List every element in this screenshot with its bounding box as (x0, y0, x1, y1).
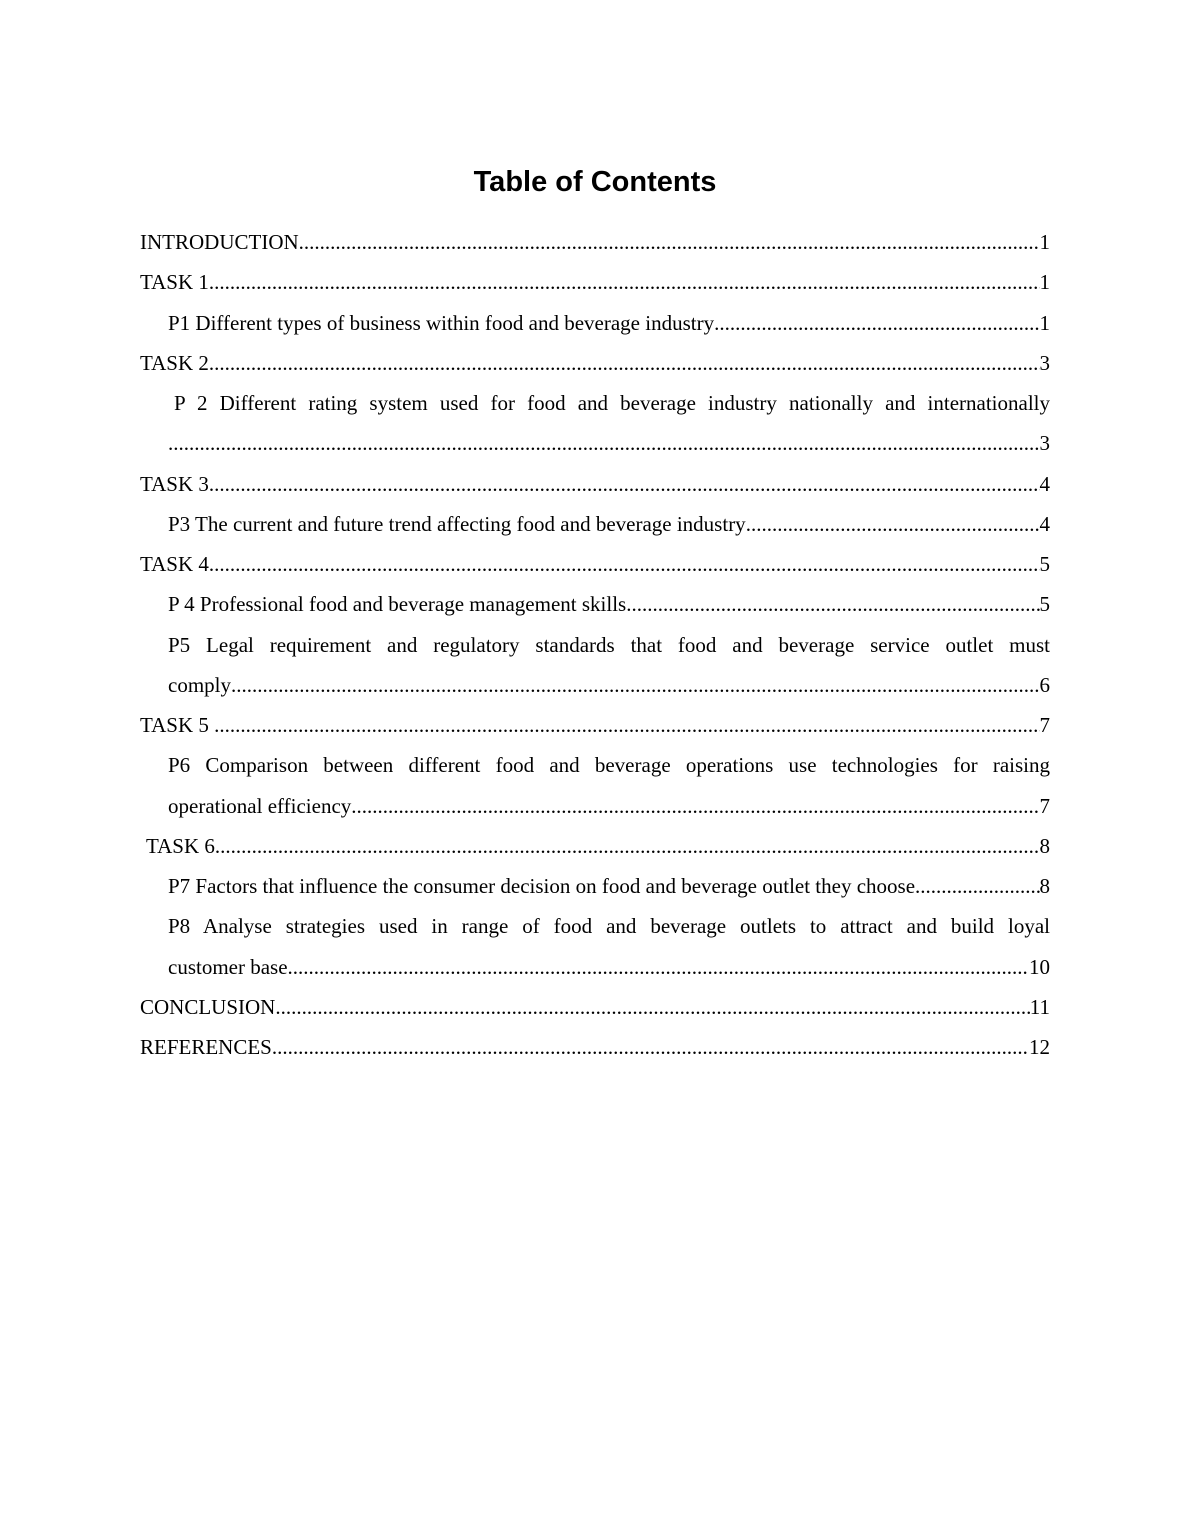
toc-entry-page: 7 (1039, 793, 1050, 818)
toc-entry-page: 8 (1039, 874, 1050, 898)
toc-entry-p5[interactable] (140, 625, 1050, 706)
toc-entry-text: P 4 Professional food and beverage management skills (168, 592, 627, 617)
dot-leader (209, 343, 1040, 383)
dot-leader (209, 544, 1040, 584)
toc-entry-text: TASK 3 (140, 471, 209, 496)
dot-leader (231, 665, 1040, 705)
page-title: Table of Contents (473, 166, 717, 198)
toc-entry-page: 10 (1029, 954, 1050, 979)
toc-entry-page: 8 (1039, 833, 1050, 858)
toc-entry-page: 1 (1039, 270, 1050, 295)
dot-leader (626, 584, 1039, 624)
toc-entry-page: 12 (1029, 1035, 1050, 1059)
dot-leader (288, 947, 1029, 987)
toc-entry-text: TASK 6 (146, 833, 215, 858)
toc-entry-text: TASK 5 (140, 713, 215, 737)
toc-entry-page: 3 (1039, 350, 1050, 375)
toc-entry-text: TASK 1 (140, 270, 209, 295)
toc-entry-text-line1: P 2 Different rating system used for food and beverage industry nationally and internationally (174, 391, 1050, 415)
toc-entry-p3[interactable] (140, 504, 1050, 544)
toc-entry-text: comply (168, 672, 231, 697)
toc-entry-task-5[interactable] (140, 705, 1050, 745)
dot-leader (214, 705, 1039, 745)
toc-entry-task-1[interactable] (140, 262, 1050, 302)
dot-leader (272, 1027, 1029, 1067)
toc-entry-task-3[interactable] (140, 464, 1050, 504)
toc-entry-text-line1: P8 Analyse strategies used in range of food and beverage outlets to attract and build loyal (168, 914, 1050, 939)
toc-entry-text: customer base (168, 954, 288, 979)
dot-leader (275, 987, 1029, 1027)
dot-leader (351, 786, 1039, 826)
toc-entry-introduction[interactable] (140, 222, 1050, 262)
dot-leader (168, 423, 1040, 463)
toc-entry-task-6[interactable] (140, 826, 1050, 866)
toc-entry-p4[interactable] (140, 584, 1050, 624)
dot-leader (299, 222, 1040, 262)
dot-leader (209, 464, 1040, 504)
toc-entry-text: TASK 4 (140, 552, 209, 576)
dot-leader (215, 826, 1040, 866)
toc-entry-text: P3 The current and future trend affecting food and beverage industry (168, 511, 746, 536)
toc-entry-page: 7 (1039, 713, 1050, 737)
toc-entry-page: 6 (1039, 672, 1050, 697)
toc-entry-page: 4 (1039, 511, 1050, 536)
toc-entry-p1[interactable] (140, 303, 1050, 343)
toc-entry-page: 4 (1039, 471, 1050, 496)
dot-leader (746, 504, 1040, 544)
toc-entry-text-line1: P6 Comparison between different food and beverage operations use technologies for raising (168, 753, 1050, 778)
toc-entry-text-line1: P5 Legal requirement and regulatory standards that food and beverage service outlet must (168, 632, 1050, 657)
toc-entry-text: REFERENCES (140, 1035, 272, 1059)
toc-entry-text: TASK 2 (140, 350, 209, 375)
dot-leader (915, 866, 1039, 906)
toc-entry-p6[interactable] (140, 745, 1050, 826)
toc-entry-page: 11 (1029, 994, 1050, 1019)
toc-entry-text: INTRODUCTION (140, 230, 299, 254)
toc-entry-p7[interactable] (140, 866, 1050, 906)
toc-list (140, 222, 1050, 1067)
toc-entry-page: 3 (1039, 431, 1050, 456)
toc-entry-page: 5 (1039, 552, 1050, 576)
toc-entry-text: operational efficiency (168, 793, 352, 818)
dot-leader (209, 262, 1040, 302)
toc-entry-p2[interactable] (140, 383, 1050, 464)
toc-entry-conclusion[interactable] (140, 987, 1050, 1027)
toc-entry-text: CONCLUSION (140, 994, 276, 1019)
toc-entry-page: 1 (1039, 310, 1050, 335)
toc-entry-task-2[interactable] (140, 343, 1050, 383)
toc-entry-page: 5 (1039, 592, 1050, 617)
toc-entry-text: P1 Different types of business within food and beverage industry (168, 310, 715, 335)
dot-leader (714, 303, 1039, 343)
toc-entry-text: P7 Factors that influence the consumer decision on food and beverage outlet they choose (168, 874, 916, 898)
toc-entry-references[interactable] (140, 1027, 1050, 1067)
toc-entry-page: 1 (1039, 230, 1050, 254)
toc-entry-p8[interactable] (140, 906, 1050, 987)
toc-entry-task-4[interactable] (140, 544, 1050, 584)
